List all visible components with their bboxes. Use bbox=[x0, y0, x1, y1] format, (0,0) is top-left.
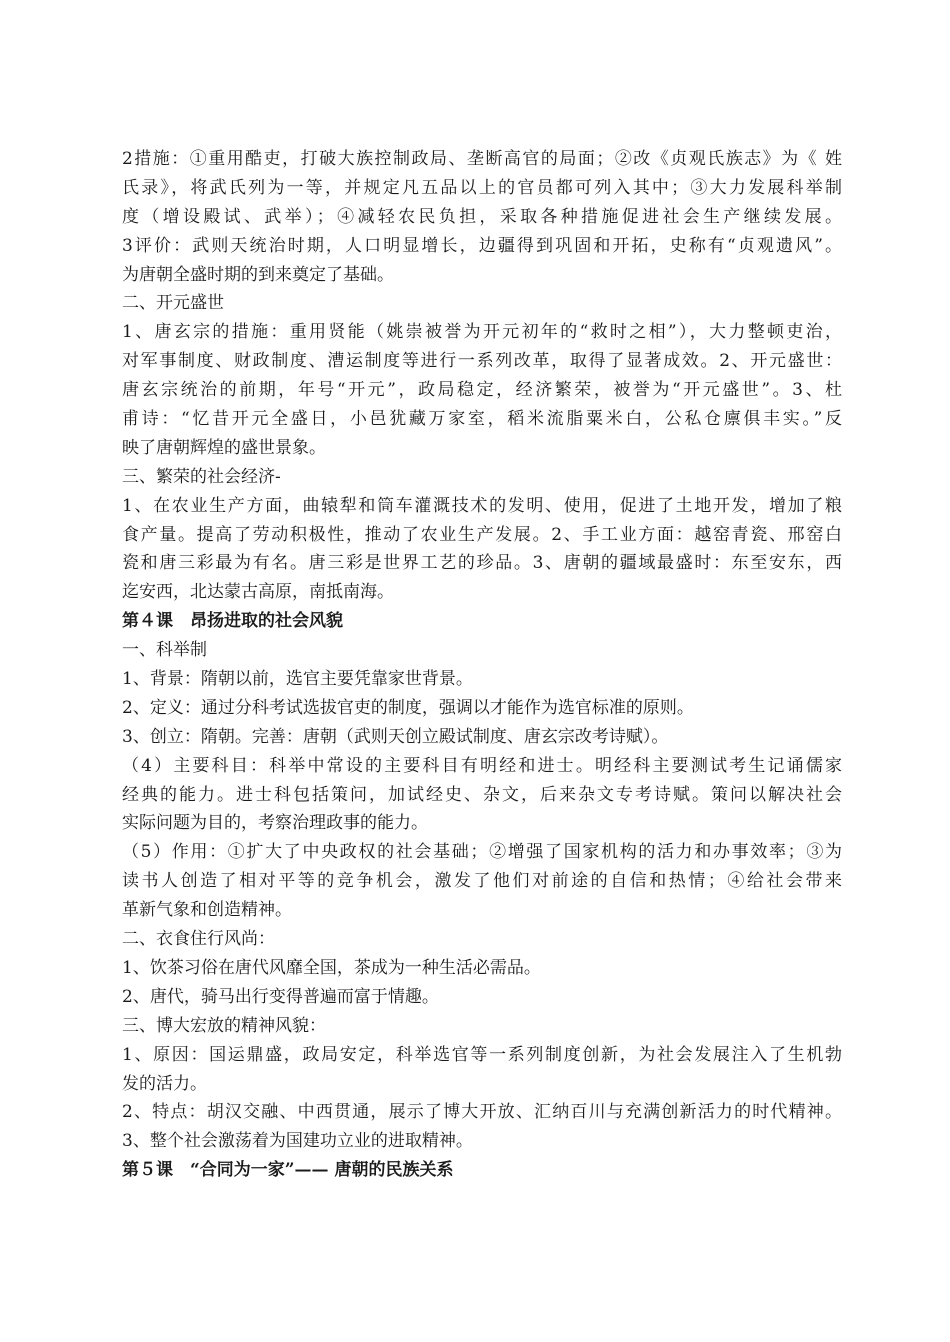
text-line: 2、定义：通过分科考试选拔官吏的制度，强调以才能作为选官标准的原则。 bbox=[122, 697, 694, 718]
lesson-title: 第５课 “合同为一家”—— 唐朝的民族关系 bbox=[122, 1160, 454, 1181]
text-line: 实际问题为目的，考察治理政事的能力。 bbox=[122, 813, 428, 834]
section-heading: 一、科举制 bbox=[122, 640, 207, 661]
text-line: 1、背景：隋朝以前，选官主要凭靠家世背景。 bbox=[122, 669, 473, 690]
text-line: （5）作用：①扩大了中央政权的社会基础；②增强了国家机构的活力和办事效率；③为 bbox=[122, 842, 842, 863]
text-line: 甫诗：“忆昔开元全盛日，小邑犹藏万家室，稻米流脂粟米白，公私仓廪俱丰实。”反 bbox=[122, 409, 842, 430]
text-line: 3、创立：隋朝。完善：唐朝（武则天创立殿试制度、唐玄宗改考诗赋）。 bbox=[122, 726, 669, 747]
text-line: 度（增设殿试、武举）；④减轻农民负担，采取各种措施促进社会生产继续发展。 bbox=[122, 206, 842, 227]
text-line: 2、唐代，骑马出行变得普遍而富于情趣。 bbox=[122, 986, 439, 1007]
text-line: 经典的能力。进士科包括策问，加试经史、杂文，后来杂文专考诗赋。策问以解决社会 bbox=[122, 784, 842, 805]
document-page bbox=[122, 145, 842, 1185]
section-heading: 二、衣食住行风尚： bbox=[122, 929, 275, 950]
section-heading: 三、博大宏放的精神风貌： bbox=[122, 1015, 326, 1036]
section-heading: 二、开元盛世 bbox=[122, 293, 224, 314]
text-line: 对军事制度、财政制度、漕运制度等进行一系列改革，取得了显著成效。2、开元盛世： bbox=[122, 351, 842, 372]
lesson-title: 第４课 昂扬进取的社会风貌 bbox=[122, 611, 343, 632]
text-line: （4）主要科目：科举中常设的主要科目有明经和进士。明经科主要测试考生记诵儒家 bbox=[122, 755, 842, 776]
text-line: 为唐朝全盛时期的到来奠定了基础。 bbox=[122, 264, 394, 285]
text-line: 革新气象和创造精神。 bbox=[122, 900, 292, 921]
text-line: 食产量。提高了劳动积极性，推动了农业生产发展。2、手工业方面：越窑青瓷、邢窑白 bbox=[122, 524, 842, 545]
text-line: 氏录》，将武氏列为一等，并规定凡五品以上的官员都可列入其中；③大力发展科举制 bbox=[122, 177, 842, 198]
text-line: 1、唐玄宗的措施：重用贤能（姚崇被誉为开元初年的“救时之相”），大力整顿吏治， bbox=[122, 322, 842, 343]
text-line: 迄安西，北达蒙古高原，南抵南海。 bbox=[122, 582, 394, 603]
text-line: 3评价：武则天统治时期，人口明显增长，边疆得到巩固和开拓，史称有“贞观遗风”。 bbox=[122, 235, 842, 256]
text-line: 瓷和唐三彩最为有名。唐三彩是世界工艺的珍品。3、唐朝的疆域最盛时：东至安东，西 bbox=[122, 553, 842, 574]
section-heading: 三、繁荣的社会经济- bbox=[122, 466, 281, 487]
text-line: 读书人创造了相对平等的竞争机会，激发了他们对前途的自信和热情；④给社会带来 bbox=[122, 871, 842, 892]
text-line: 映了唐朝辉煌的盛世景象。 bbox=[122, 437, 326, 458]
text-line: 2措施：①重用酷吏，打破大族控制政局、垄断高官的局面；②改《贞观氏族志》为《 姓 bbox=[122, 149, 842, 169]
text-line: 唐玄宗统治的前期，年号“开元”，政局稳定，经济繁荣，被誉为“开元盛世”。3、杜 bbox=[122, 380, 842, 401]
text-line: 1、在农业生产方面，曲辕犁和筒车灌溉技术的发明、使用，促进了土地开发，增加了粮 bbox=[122, 495, 842, 516]
text-line: 3、整个社会激荡着为国建功立业的进取精神。 bbox=[122, 1131, 473, 1152]
text-line: 1、饮茶习俗在唐代风靡全国，茶成为一种生活必需品。 bbox=[122, 957, 541, 978]
text-line: 发的活力。 bbox=[122, 1073, 207, 1094]
text-line: 1、原因：国运鼎盛，政局安定，科举选官等一系列制度创新，为社会发展注入了生机勃 bbox=[122, 1044, 842, 1065]
text-line: 2、特点：胡汉交融、中西贯通，展示了博大开放、汇纳百川与充满创新活力的时代精神。 bbox=[122, 1102, 842, 1123]
